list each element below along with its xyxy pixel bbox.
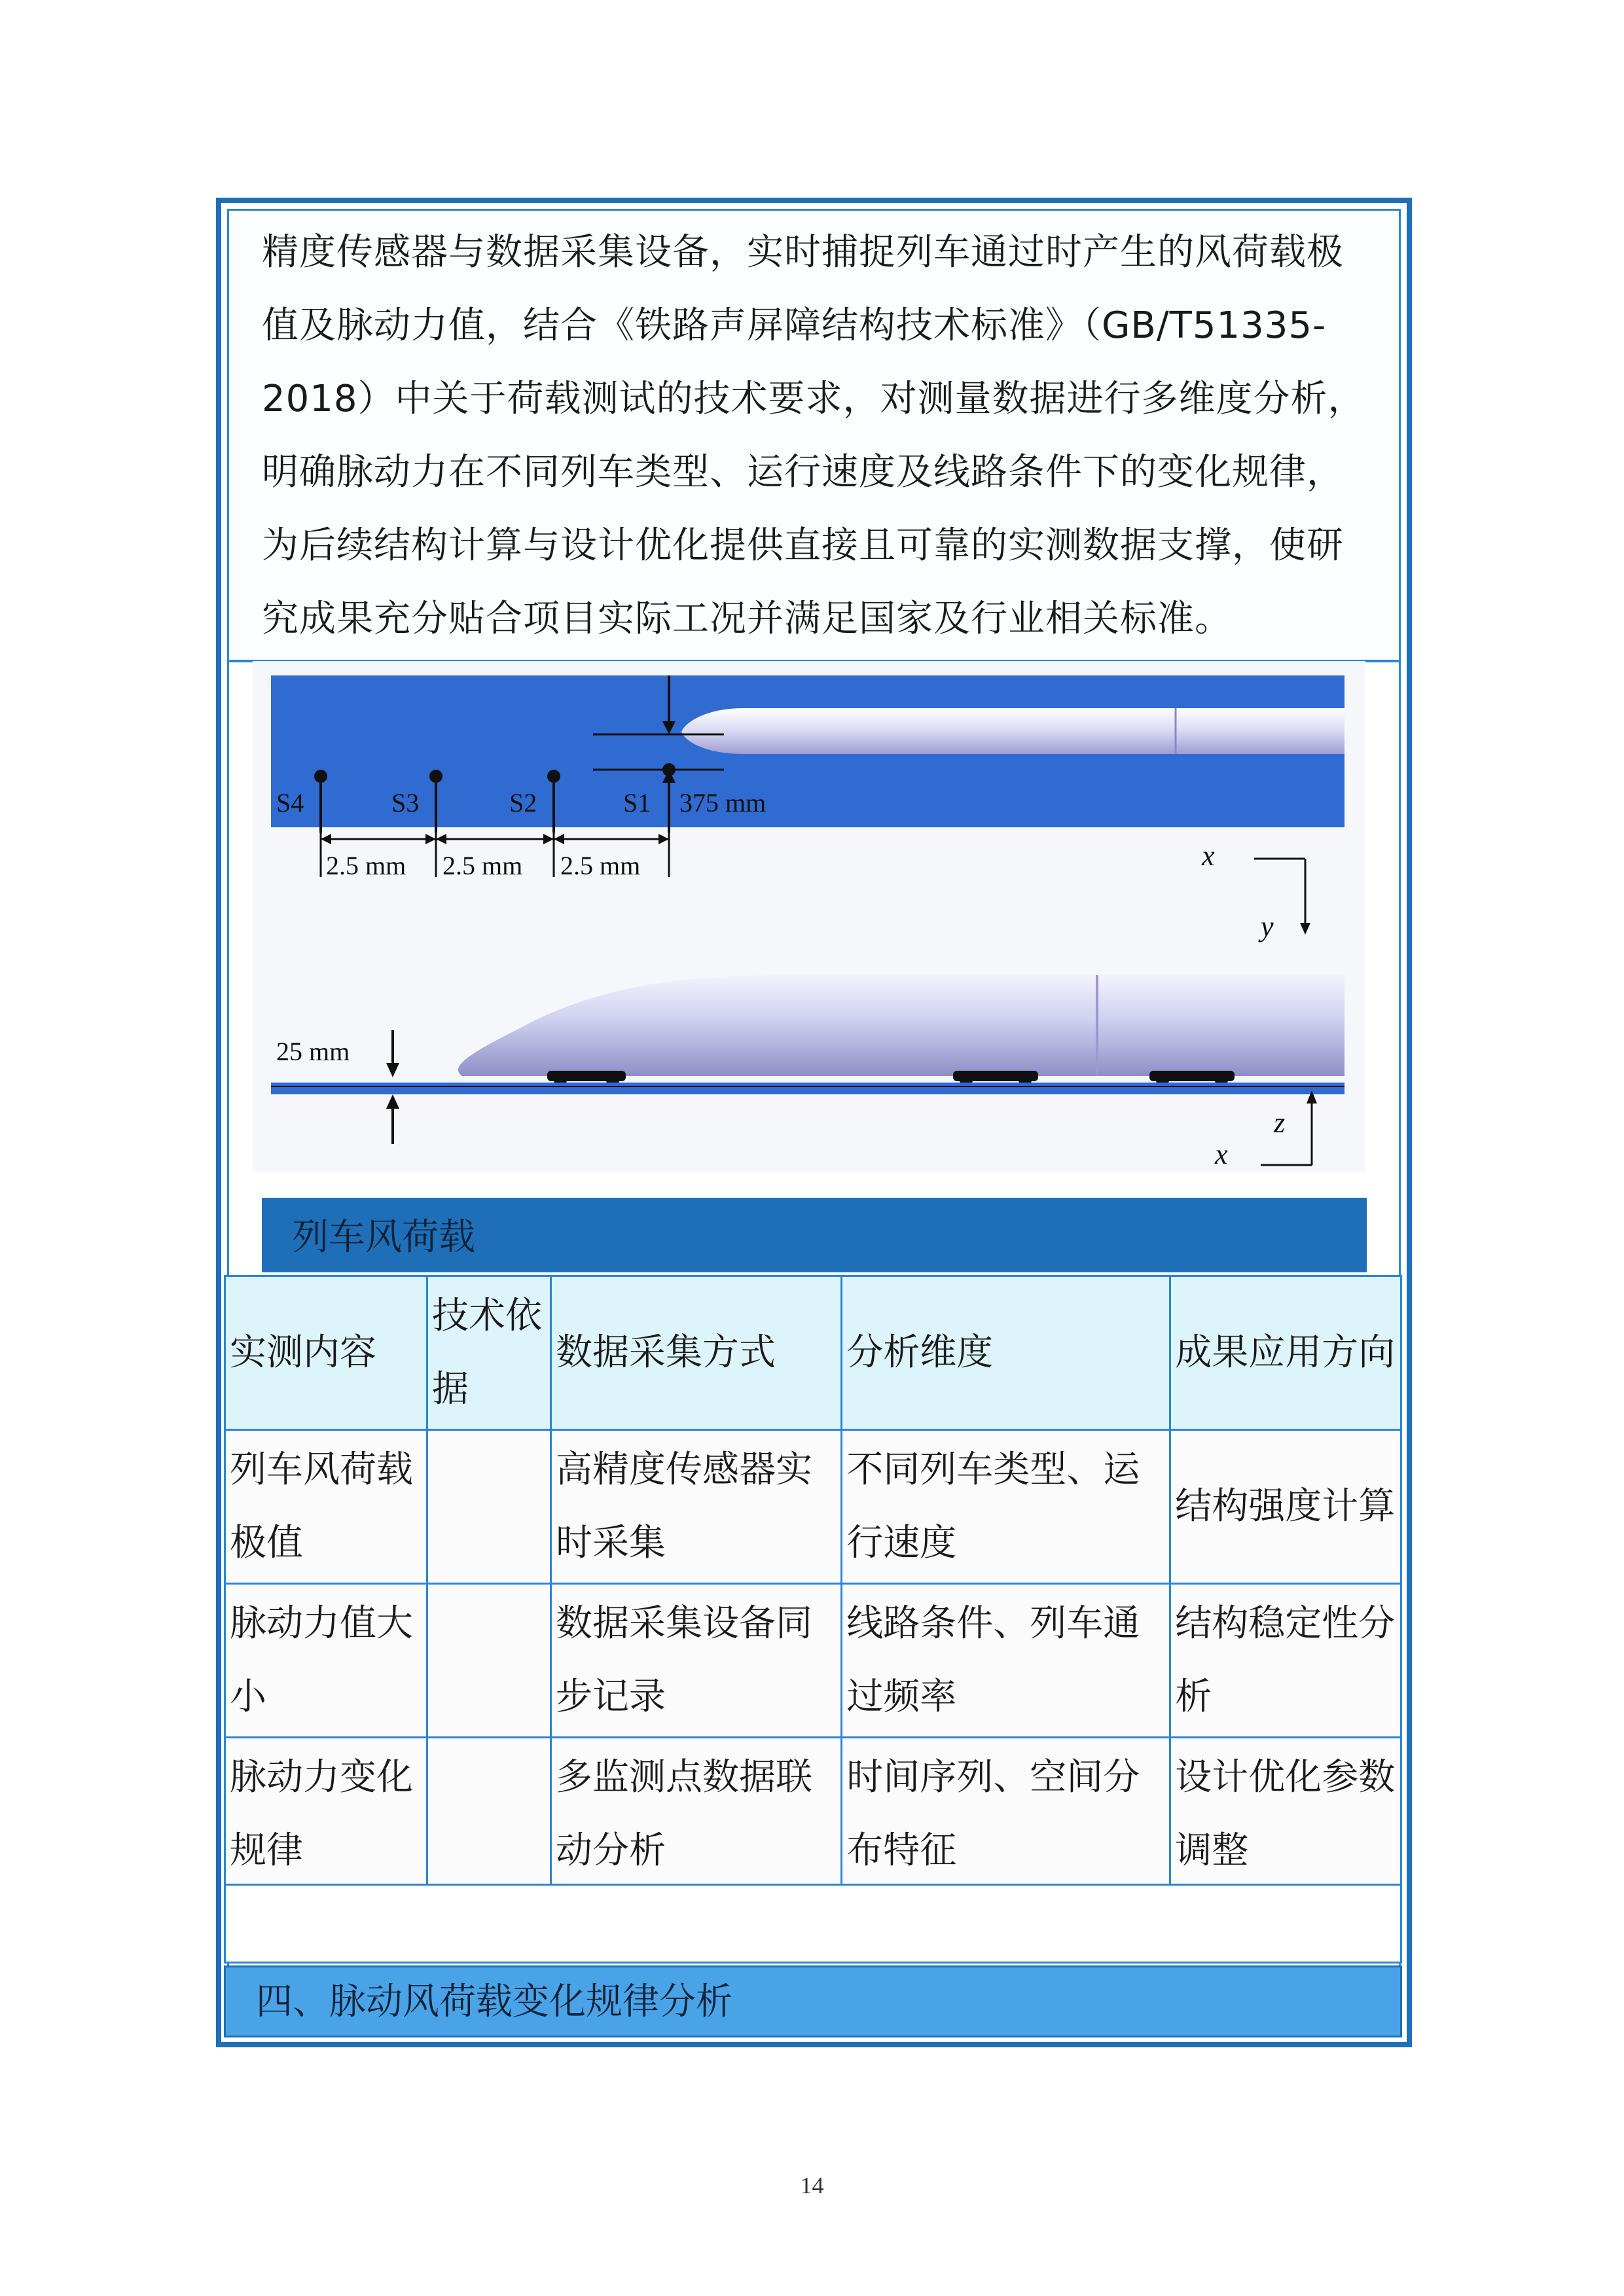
body-line-5: 为后续结构计算与设计优化提供直接且可靠的实测数据支撑，使研 [262,524,1344,567]
axis-bottom-z: z [1274,1107,1286,1139]
table-cell: 时间序列、空间分布特征 [842,1738,1170,1892]
body-line-6: 究成果充分贴合项目实际工况并满足国家及行业相关标准。 [262,598,1232,640]
section-heading: 四、脉动风荷载变化规律分析 [256,1981,732,2023]
axis-top-y: y [1261,910,1274,942]
measurement-table [224,1275,1402,1892]
ground-plate [271,1083,1344,1094]
height-label: 375 mm [679,788,767,817]
empty-table-row [224,1884,1402,1964]
table-row [225,1738,1401,1892]
spacing-label-3: 2.5 mm [560,851,641,880]
table-cell: 列车风荷载极值 [225,1430,427,1584]
spacing-arrow-3 [436,834,446,844]
header-application: 成果应用方向 [1170,1276,1401,1430]
train-side-view [458,975,1344,1076]
train-wind-figure [253,661,1365,1172]
train-top-view [681,708,1344,754]
figure-caption-text: 列车风荷载 [292,1216,475,1259]
table-cell: 线路条件、列车通过频率 [842,1584,1170,1738]
table-cell: 数据采集设备同步记录 [551,1584,842,1738]
ground-dim-arrow-up [386,1094,399,1109]
section-heading-bar [224,1965,1402,2037]
spacing-arrow-2 [425,834,436,844]
table-cell: 结构强度计算 [1170,1430,1401,1584]
figure-caption [262,1198,1367,1272]
header-collection-method: 数据采集方式 [551,1276,842,1430]
table-header-row [225,1276,1401,1430]
spacing-arrow-6 [659,834,669,844]
axis-bottom-x: x [1215,1138,1228,1170]
table-cell: 不同列车类型、运行速度 [842,1430,1170,1584]
table-row [225,1584,1401,1738]
table-cell: 结构稳定性分析 [1170,1584,1401,1738]
page-number: 14 [800,2172,824,2198]
sensor-label-s1: S1 [623,788,651,817]
body-line-1: 精度传感器与数据采集设备，实时捕捉列车通过时产生的风荷载极 [262,231,1344,274]
table-cell: 设计优化参数调整 [1170,1738,1401,1892]
sensor-label-s3: S3 [391,788,420,817]
header-technical-basis: 技术依据 [427,1276,550,1430]
header-measure-content: 实测内容 [225,1276,427,1430]
axes-top [1201,840,1310,942]
sensor-label-s2: S2 [509,788,537,817]
table-cell: 脉动力变化规律 [225,1738,427,1892]
body-text-block [229,211,1399,662]
spacing-arrow-5 [554,834,564,844]
body-line-4: 明确脉动力在不同列车类型、运行速度及线路条件下的变化规律， [262,451,1344,493]
body-line-2: 值及脉动力值，结合《铁路声屏障结构技术标准》（GB/T51335- [262,304,1327,347]
ground-label: 25 mm [276,1037,350,1066]
body-line-3: 2018）中关于荷载测试的技术要求，对测量数据进行多维度分析， [262,378,1365,420]
table-cell [427,1430,550,1584]
spacing-arrow-1 [321,834,331,844]
train-schematic-svg [253,661,1365,1172]
spacing-label-1: 2.5 mm [326,851,406,880]
spacing-arrow-4 [543,834,554,844]
table-row [225,1430,1401,1584]
table-cell: 高精度传感器实时采集 [551,1430,842,1584]
ground-dim-arrow-down [386,1063,399,1077]
axis-top-x: x [1202,840,1215,872]
table-cell [427,1738,550,1892]
sensor-label-s4: S4 [276,788,304,817]
table-cell: 脉动力值大小 [225,1584,427,1738]
header-analysis-dimension: 分析维度 [842,1276,1170,1430]
table-cell [427,1584,550,1738]
axes-bottom [1214,1090,1317,1170]
table-cell: 多监测点数据联动分析 [551,1738,842,1892]
spacing-label-2: 2.5 mm [442,851,523,880]
